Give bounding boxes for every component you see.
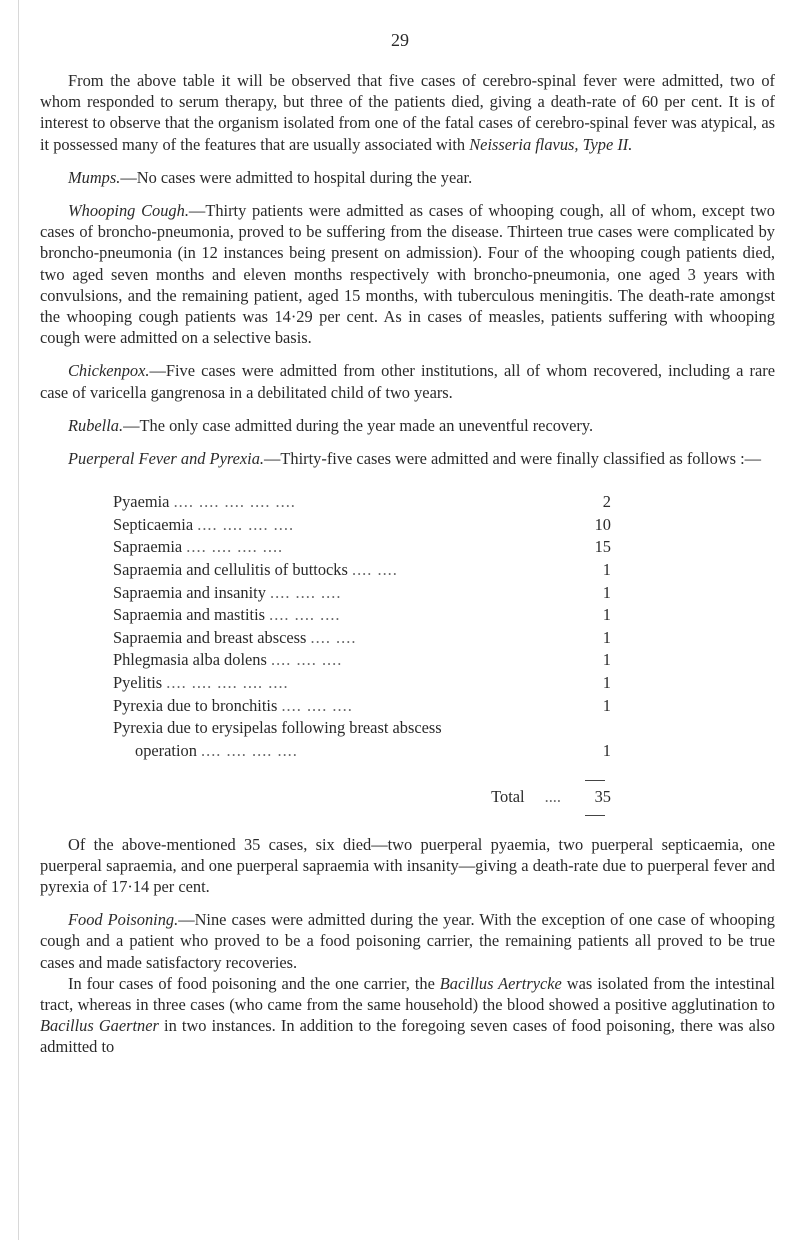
paragraph-text: in two instances. In addition to the foregoing seven cases of food poisoning, there was also admitted to [40, 1016, 775, 1057]
organism-name: Bacillus Gaertner [40, 1016, 159, 1036]
row-label: Sapraemia and breast abscess [113, 627, 307, 647]
row-leader-dots: .... .... .... [270, 582, 342, 602]
row-label: Sapraemia [113, 537, 183, 557]
paragraph-puerperal-fever [40, 448, 775, 469]
row-leader-dots: .... .... .... .... [201, 740, 298, 760]
paragraph-text: —Five cases were admitted from other institutions, all of whom recovered, including a rare case of varicella gangrenosa in a debilitated child of two years. [40, 361, 775, 402]
row-label: Sapraemia and mastitis [113, 605, 266, 625]
paragraph-text: —No cases were admitted to hospital during the year. [120, 167, 473, 187]
row-value: 2 [602, 492, 611, 512]
table-row [113, 717, 611, 740]
table-row [113, 695, 611, 718]
page-body [40, 70, 775, 1058]
row-leader-dots: .... .... .... .... [197, 514, 295, 534]
row-value: 1 [602, 673, 611, 692]
row-value: 15 [594, 537, 611, 557]
paragraph-mumps [40, 167, 775, 188]
paragraph-text: —Nine cases were admitted during the year. With the exception of one case of whooping cough and a patient who proved to be a food poisoning carrier, the remaining patients all proved to be true cases and made satisfactory recoveries. [40, 910, 775, 972]
row-label: Septicaemia [113, 514, 194, 534]
table-row [113, 514, 611, 537]
section-title-rubella: Rubella. [68, 415, 124, 435]
row-label: Pyrexia due to erysipelas following breast abscess [113, 718, 442, 738]
paragraph-text: In four cases of food poisoning and the one carrier, the [68, 973, 435, 993]
row-leader-dots: .... .... .... .... .... [166, 673, 289, 692]
total-rule-bottom [585, 815, 605, 816]
row-label: Pyrexia due to bronchitis [113, 695, 278, 715]
row-value: 1 [602, 605, 611, 625]
row-label: Pyaemia [113, 492, 170, 512]
table-total-row [113, 786, 611, 807]
total-label: Total [491, 787, 525, 807]
row-label: Pyelitis [113, 673, 163, 692]
total-value: 35 [594, 787, 611, 807]
row-leader-dots: .... .... [351, 560, 398, 580]
paragraph-text: —Thirty patients were admitted as cases of whooping cough, all of whom, except two cases of broncho-pneumonia, proved to be suffering from the disease. Thirteen true cases were complicated by broncho-pneumonia (in 12 instances being present on admission). Four of the whooping cough patients died, two aged seven months and eleven months respectively with broncho-pneumonia, one aged 3 years with convulsions, and the remaining patient, aged 15 months, with tuberculous meningitis. The death-rate amongst the whooping cough patients was 14·29 per cent. As in cases of measles, patients suffering with whooping cough were admitted on a selective basis. [40, 201, 775, 348]
page-number: 29 [391, 30, 409, 50]
row-value: 1 [602, 627, 611, 647]
row-leader-dots: .... .... [310, 627, 357, 647]
paragraph-puerperal-deaths [40, 834, 775, 898]
paragraph-cerebro-spinal [40, 70, 775, 155]
table-row [113, 740, 611, 763]
row-value: 10 [594, 514, 611, 534]
section-title-chickenpox: Chickenpox. [68, 361, 150, 381]
row-value: 1 [602, 560, 611, 580]
paragraph-text: was isolated from the intestinal tract, whereas in three cases (who came from the same household) the blood showed a positive agglutination to [40, 973, 775, 1014]
page-binding-edge [18, 0, 19, 1240]
paragraph-food-poisoning [40, 909, 775, 973]
paragraph-text: From the above table it will be observed that five cases of cerebro-spinal fever were admitted, two of whom responded to serum therapy, but three of the patients died, giving a death-rate of 60 per cent. It is of interest to observe that the organism isolated from one of the fatal cases of cerebro-spinal fever was atypical, as it possessed many of the features that are usually associated with [40, 71, 775, 154]
puerperal-classification-table [113, 491, 611, 807]
row-label: Sapraemia and insanity [113, 582, 266, 602]
row-value: 1 [602, 740, 611, 760]
row-leader-dots: .... .... .... .... .... [173, 492, 296, 512]
row-value: 1 [602, 650, 611, 670]
paragraph-whooping-cough [40, 200, 775, 348]
section-title-food-poisoning: Food Poisoning. [68, 910, 179, 930]
table-row [113, 672, 611, 695]
paragraph-text: —The only case admitted during the year made an uneventful recovery. [123, 415, 594, 435]
paragraph-chickenpox [40, 360, 775, 402]
row-leader-dots: .... .... .... .... [186, 537, 284, 557]
row-leader-dots: .... .... .... [281, 695, 353, 715]
row-leader-dots: .... .... .... [270, 650, 343, 670]
paragraph-text: Of the above-mentioned 35 cases, six died—two puerperal pyaemia, two puerperal septicaemia, one puerperal sapraemia, and one puerperal sapraemia with insanity—giving a death-rate due to puerperal fever and pyrexia of 17·14 per cent. [40, 834, 775, 896]
table-row [113, 536, 611, 559]
table-row [113, 559, 611, 582]
row-label: operation [135, 740, 197, 760]
organism-name: Bacillus Aertrycke [439, 973, 562, 993]
total-rule-top [585, 780, 605, 781]
organism-name: Neisseria flavus, Type II. [469, 134, 633, 154]
table-row [113, 649, 611, 672]
paragraph-text: —Thirty-five cases were admitted and were finally classified as follows :— [264, 449, 762, 469]
row-leader-dots: .... .... .... [269, 605, 341, 625]
section-title-puerperal-fever: Puerperal Fever and Pyrexia. [68, 449, 265, 469]
row-value: 1 [602, 695, 611, 715]
section-title-mumps: Mumps. [68, 167, 121, 187]
table-row [113, 491, 611, 514]
row-label: Phlegmasia alba dolens [113, 650, 267, 670]
table-row [113, 627, 611, 650]
paragraph-food-poisoning-bacteria [40, 973, 775, 1058]
table-row [113, 582, 611, 605]
section-title-whooping-cough: Whooping Cough. [68, 201, 189, 221]
row-value: 1 [602, 582, 611, 602]
total-leader-dots: .... [544, 787, 561, 807]
table-row [113, 604, 611, 627]
row-label: Sapraemia and cellulitis of buttocks [113, 560, 348, 580]
paragraph-rubella [40, 415, 775, 436]
